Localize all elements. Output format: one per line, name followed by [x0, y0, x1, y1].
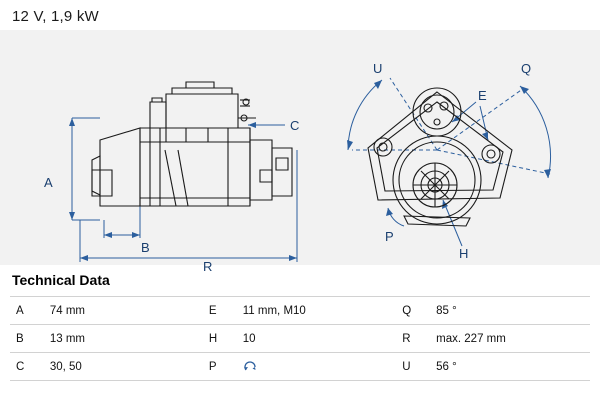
label-q: Q — [521, 61, 532, 76]
rotation-arrow-p — [386, 208, 404, 226]
label-p: P — [385, 229, 394, 244]
row-key-r: R — [396, 325, 430, 353]
arc-u — [347, 78, 437, 150]
row-key-p: P — [203, 353, 237, 381]
diagram-area — [0, 30, 600, 274]
row-key-u: U — [396, 353, 430, 381]
page-title: 12 V, 1,9 kW — [12, 8, 99, 25]
rotation-arrow-icon — [243, 360, 259, 374]
dimension-b — [104, 190, 140, 238]
technical-data-table — [10, 296, 590, 381]
dimension-a — [69, 118, 100, 220]
row-key-c: C — [10, 353, 44, 381]
row-value-h: 10 — [237, 325, 396, 353]
row-key-a: A — [10, 297, 44, 325]
row-key-q: Q — [396, 297, 430, 325]
table-row — [10, 353, 590, 381]
row-value-p — [237, 353, 396, 381]
label-e: E — [478, 88, 487, 103]
leader-c — [248, 122, 285, 128]
table-row — [10, 325, 590, 353]
starter-end-view — [368, 88, 512, 226]
label-b: B — [141, 240, 150, 255]
row-value-q: 85 ° — [430, 297, 590, 325]
arc-q — [437, 86, 551, 178]
row-key-e: E — [203, 297, 237, 325]
row-value-b: 13 mm — [44, 325, 203, 353]
label-a: A — [44, 175, 53, 190]
starter-motor-diagram — [0, 30, 600, 274]
technical-data-heading: Technical Data — [12, 272, 110, 288]
row-value-a: 74 mm — [44, 297, 203, 325]
row-key-b: B — [10, 325, 44, 353]
row-key-h: H — [203, 325, 237, 353]
row-value-c: 30, 50 — [44, 353, 203, 381]
row-value-u: 56 ° — [430, 353, 590, 381]
label-c: C — [290, 118, 300, 133]
starter-body-side — [92, 82, 292, 206]
row-value-r: max. 227 mm — [430, 325, 590, 353]
label-u: U — [373, 61, 383, 76]
row-value-e: 11 mm, M10 — [237, 297, 396, 325]
label-h: H — [459, 246, 469, 261]
label-r: R — [203, 259, 213, 274]
table-row — [10, 297, 590, 325]
